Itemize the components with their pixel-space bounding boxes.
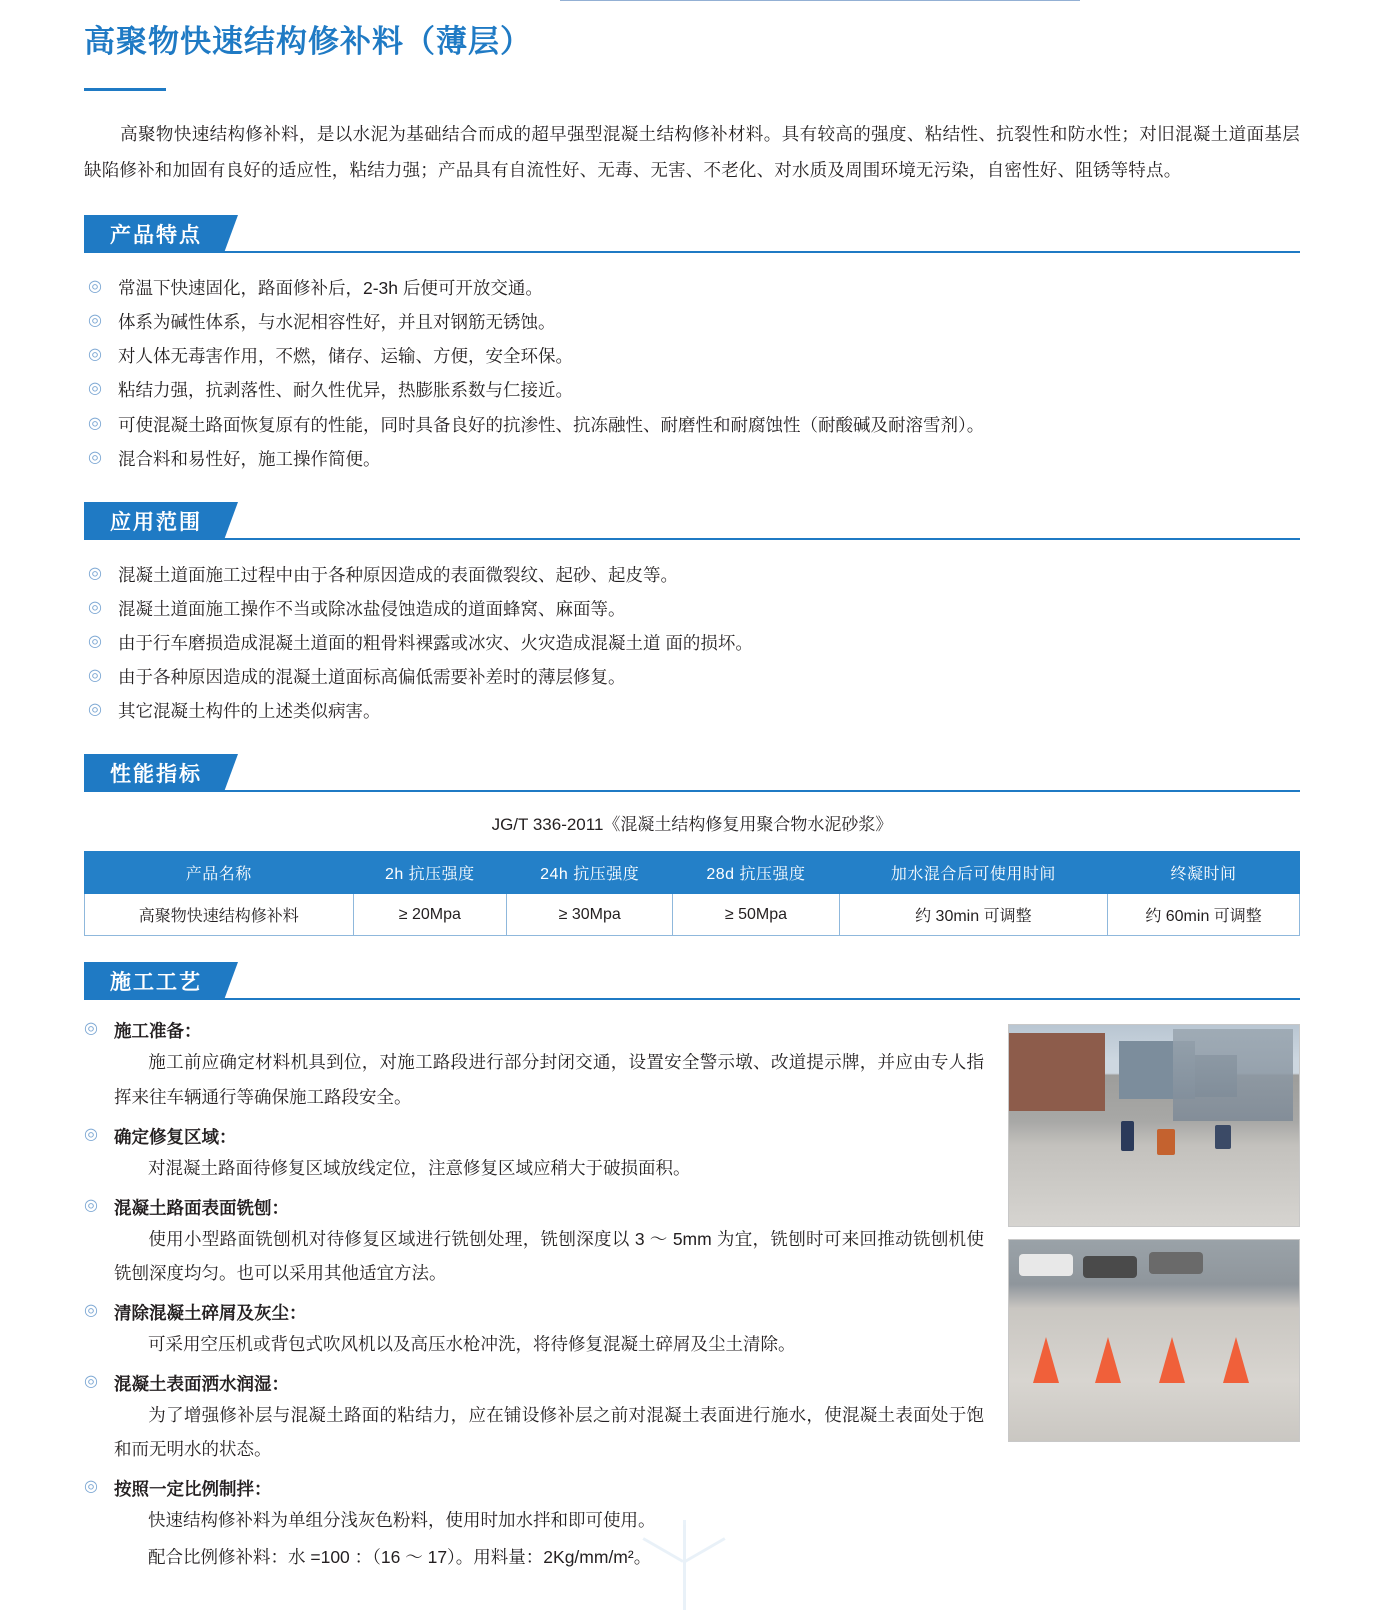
table-cell: ≥ 20Mpa xyxy=(353,894,506,936)
table-cell: ≥ 30Mpa xyxy=(507,894,673,936)
list-item: ◎ 体系为碱性体系，与水泥相容性好，并且对钢筋无锈蚀。 xyxy=(88,305,1300,339)
list-item: ◎ 对人体无毒害作用，不燃，储存、运输、方便，安全环保。 xyxy=(88,339,1300,373)
list-item: ◎ 由于行车磨损造成混凝土道面的粗骨料裸露或冰灾、火灾造成混凝土道 面的损坏。 xyxy=(88,626,1300,660)
table-header-row xyxy=(85,852,1300,894)
process-step-text: 施工前应确定材料机具到位，对施工路段进行部分封闭交通，设置安全警示墩、改道提示牌，并应由专人指挥来往车辆通行等确保施工路段安全。 xyxy=(114,1052,984,1107)
section-performance xyxy=(84,754,1300,936)
intro-paragraph xyxy=(84,117,1300,189)
features-list xyxy=(84,271,1300,476)
process-step-title: ◎ 清除混凝土碎屑及灰尘： xyxy=(84,1300,1300,1325)
construction-site-photo-2 xyxy=(1008,1239,1300,1442)
section-header-process xyxy=(84,962,1300,1000)
process-step-text: 使用小型路面铣刨机对待修复区域进行铣刨处理，铣刨深度以 3 ～ 5mm 为宜，铣刨时可来回推动铣刨机使铣刨深度均匀。也可以采用其他适宜方法。 xyxy=(114,1228,984,1283)
process-step-title: ◎ 按照一定比例制拌： xyxy=(84,1476,1300,1501)
section-header-application xyxy=(84,502,1300,540)
section-header-performance xyxy=(84,754,1300,792)
column-header: 24h 抗压强度 xyxy=(507,852,673,894)
page-title: 高聚物快速结构修补料（薄层） xyxy=(84,24,532,59)
process-step-body xyxy=(84,1503,1300,1537)
column-header: 产品名称 xyxy=(85,852,354,894)
column-header: 28d 抗压强度 xyxy=(673,852,839,894)
section-header-features xyxy=(84,215,1300,253)
table-cell: ≥ 50Mpa xyxy=(673,894,839,936)
list-item: ◎ 常温下快速固化，路面修补后，2-3h 后便可开放交通。 xyxy=(88,271,1300,305)
process-step-text: 快速结构修补料为单组分浅灰色粉料，使用时加水拌和即可使用。 xyxy=(148,1510,656,1531)
list-item: ◎ 粘结力强，抗剥落性、耐久性优异，热膨胀系数与仁接近。 xyxy=(88,373,1300,407)
title-underline xyxy=(84,88,166,91)
column-header: 终凝时间 xyxy=(1108,852,1300,894)
list-item: ◎ 可使混凝土路面恢复原有的性能，同时具备良好的抗渗性、抗冻融性、耐磨性和耐腐蚀性（耐酸碱及耐溶雪剂）。 xyxy=(88,408,1300,442)
section-rule xyxy=(84,538,1300,540)
process-step-title: ◎ 混凝土路面表面铣刨： xyxy=(84,1195,1300,1220)
process-step-body-secondary xyxy=(84,1540,1300,1574)
intro-text: 高聚物快速结构修补料，是以水泥为基础结合而成的超早强型混凝土结构修补材料。具有较高的强度、粘结性、抗裂性和防水性；对旧混凝土道面基层缺陷修补和加固有良好的适应性，粘结力强；产品具有自流性好、无毒、无害、不老化、对水质及周围环境无污染，自密性好、阻锈等特点。 xyxy=(84,124,1300,181)
section-title-process: 施工工艺 xyxy=(84,962,224,1000)
section-features xyxy=(84,215,1300,476)
section-title-features: 产品特点 xyxy=(84,215,224,253)
process-step-text: 为了增强修补层与混凝土路面的粘结力，应在铺设修补层之前对混凝土表面进行施水，使混凝土表面处于饱和而无明水的状态。 xyxy=(114,1405,984,1460)
process-step-title: ◎ 确定修复区域： xyxy=(84,1124,1300,1149)
list-item: ◎ 混凝土道面施工过程中由于各种原因造成的表面微裂纹、起砂、起皮等。 xyxy=(88,558,1300,592)
column-header: 加水混合后可使用时间 xyxy=(839,852,1108,894)
table-cell: 约 60min 可调整 xyxy=(1108,894,1300,936)
section-rule xyxy=(84,251,1300,253)
section-title-application: 应用范围 xyxy=(84,502,224,540)
list-item: ◎ 由于各种原因造成的混凝土道面标高偏低需要补差时的薄层修复。 xyxy=(88,660,1300,694)
process-step-text: 可采用空压机或背包式吹风机以及高压水枪冲洗，将待修复混凝土碎屑及尘土清除。 xyxy=(148,1334,796,1355)
table-cell: 约 30min 可调整 xyxy=(839,894,1108,936)
performance-table xyxy=(84,851,1300,936)
list-item: ◎ 混凝土道面施工操作不当或除冰盐侵蚀造成的道面蜂窝、麻面等。 xyxy=(88,592,1300,626)
list-item: ◎ 其它混凝土构件的上述类似病害。 xyxy=(88,694,1300,728)
process-content xyxy=(84,1018,1300,1575)
list-item: ◎ 混合料和易性好，施工操作简便。 xyxy=(88,442,1300,476)
table-cell: 高聚物快速结构修补料 xyxy=(85,894,354,936)
table-row xyxy=(85,894,1300,936)
application-list xyxy=(84,558,1300,729)
process-step-text: 对混凝土路面待修复区域放线定位，注意修复区域应稍大于破损面积。 xyxy=(148,1157,691,1178)
process-step-title: ◎ 施工准备： xyxy=(84,1018,1300,1043)
section-title-performance: 性能指标 xyxy=(84,754,224,792)
section-rule xyxy=(84,790,1300,792)
section-rule xyxy=(84,998,1300,1000)
process-step-text: 配合比例修补料：水 =100 ：（16 ～ 17）。用料量：2Kg/mm/m²。 xyxy=(148,1546,652,1567)
section-application xyxy=(84,502,1300,729)
section-process xyxy=(84,962,1300,1575)
standard-reference: JG/T 336-2011《混凝土结构修复用聚合物水泥砂浆》 xyxy=(491,815,893,835)
top-divider xyxy=(560,0,1080,1)
process-step-title: ◎ 混凝土表面洒水润湿： xyxy=(84,1371,1300,1396)
photo-vehicle xyxy=(1019,1254,1073,1276)
column-header: 2h 抗压强度 xyxy=(353,852,506,894)
